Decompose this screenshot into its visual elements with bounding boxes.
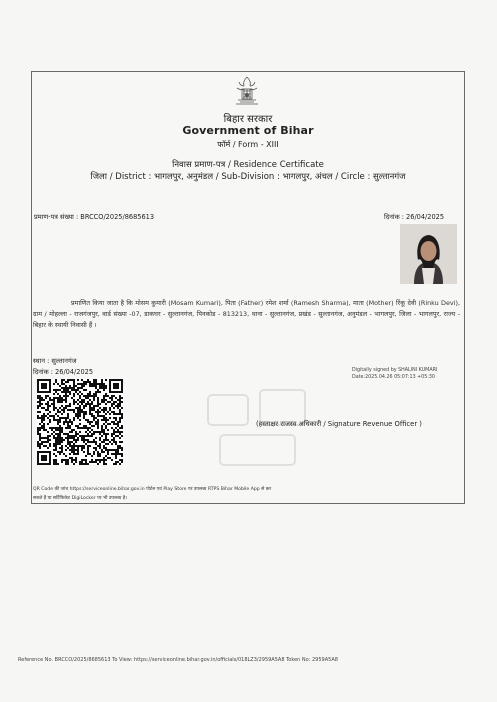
verification-qr-code: [37, 379, 123, 465]
signature-label: (हस्ताक्षर राजस्व अधिकारी / Signature Revenue Officer ): [256, 420, 422, 428]
certificate-number: प्रमाण-पत्र संख्या : BRCCO/2025/8685613: [34, 213, 155, 221]
certificate-date: दिनांक : 26/04/2025: [384, 213, 445, 221]
qr-verification-note: [33, 485, 271, 503]
digital-signature: [352, 368, 437, 381]
qr-note-line-2: सकते हैं या सर्टिफिकेट DigiLocker पर भी उपलब्ध है।: [33, 496, 128, 501]
digital-signature-date: Date:2025.04.26 05:07:13 +05:30: [352, 374, 435, 380]
jurisdiction-line: जिला / District : भागलपुर, अनुमंडल / Sub-Division : भागलपुर, अंचल / Circle : सुल्तानगंज: [90, 172, 406, 182]
digital-signature-signer: Digitally signed by SHALINI KUMARI: [352, 368, 438, 373]
form-number: फॉर्म / Form - XIII: [217, 140, 279, 149]
government-title: Government of Bihar: [182, 124, 314, 137]
issue-place: स्थान : सुल्तानगंज: [33, 357, 77, 365]
state-emblem-icon: [233, 74, 261, 108]
qr-note-line-1: QR Code की जांच https://serviceonline.bihar.gov.in पोर्टल एवं Play Store पर उपलब्ध RTPS Bihar Mobile App से कर: [33, 487, 272, 492]
certificate-body: प्रमाणित किया जाता है कि मोसम कुमारी (Mosam Kumari), पिता (Father) रमेश शर्मा (Ramesh Sharma), माता (Mother) रिंकू देवी (Rinku Devi), ग्राम / मोहल्ला - राजगंजपुर, वार्ड संख्या -07, डाकघर - सुल्तानगंज, पिनकोड - 813213, थाना - सुल्तानगंज, प्रखंड - सुल्तानगंज, अनुमंडल - भागलपुर, जिला - भागलपुर, राज्य - बिहार के स्थायी निवासी हैं ।: [33, 299, 460, 329]
state-name-hindi: बिहार सरकार: [223, 114, 273, 125]
reference-footer: Reference No. BRCCO/2025/8685613 To View: https://serviceonline.bihar.gov.in/officials/018LZ3/2959A5A8 Token No: 2959A5A8: [18, 657, 338, 663]
certificate-title: निवास प्रमाण-पत्र / Residence Certificate: [172, 160, 324, 170]
issue-date: दिनांक : 26/04/2025: [33, 368, 94, 376]
applicant-photo: [400, 224, 457, 284]
